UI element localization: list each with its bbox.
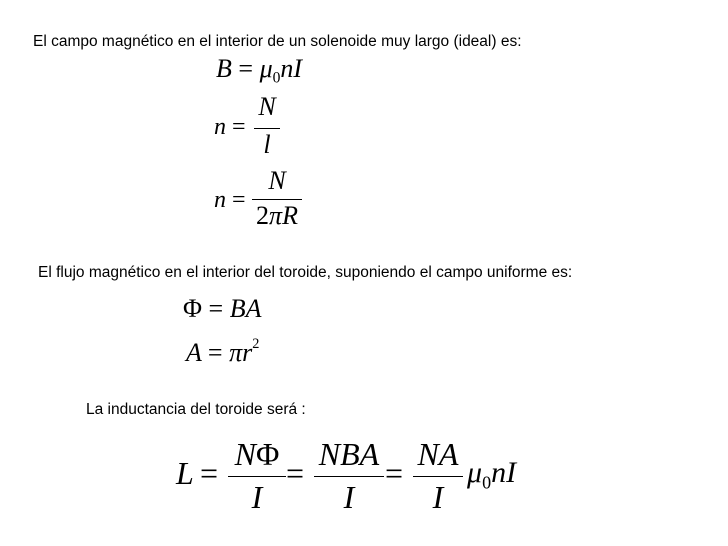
eq1-mu: μ <box>259 54 273 83</box>
eq6-f3-numerator: NA <box>417 436 459 472</box>
eq2-numerator: N <box>258 92 276 121</box>
equation-turn-density <box>214 114 246 141</box>
eq6-f3-bar <box>413 476 463 477</box>
eq3-den-r: R <box>282 201 298 230</box>
eq1-rest: nI <box>280 54 303 83</box>
eq5-lhs: A <box>186 337 202 367</box>
eq2-denominator: l <box>263 130 271 159</box>
eq4-equals: = <box>208 294 224 323</box>
eq2-fraction <box>254 92 280 162</box>
eq3-equals: = <box>232 187 246 213</box>
eq6-equals-2: = <box>286 455 305 491</box>
equation-flux <box>183 294 261 324</box>
eq3-den-pi: π <box>269 201 283 230</box>
eq4-rhs: BA <box>229 294 262 323</box>
eq6-rest: nI <box>491 456 517 489</box>
eq1-mu-sub: 0 <box>272 69 281 87</box>
eq6-f2-denominator: I <box>343 479 355 515</box>
eq1-lhs: B <box>216 54 232 83</box>
eq6-f1-denominator: I <box>251 479 263 515</box>
eq6-fraction-3 <box>413 436 463 516</box>
eq6-equals-3: = <box>385 455 404 491</box>
eq3-den-two: 2 <box>256 201 270 230</box>
eq6-f1-num-n: N <box>234 436 256 472</box>
intro-solenoid-text: El campo magnético en el interior de un solenoide muy largo (ideal) es: <box>33 33 522 50</box>
eq4-phi: Φ <box>183 294 203 323</box>
intro-flux-text: El flujo magnético en el interior del toroide, suponiendo el campo uniforme es: <box>38 264 573 281</box>
equation-solenoid-field <box>216 54 302 87</box>
eq6-mu-sub: 0 <box>482 472 492 493</box>
eq6-f2-numerator: NBA <box>318 436 380 472</box>
eq6-fraction-2 <box>314 436 384 516</box>
eq5-r: r <box>242 337 253 367</box>
intro-inductance-text: La inductancia del toroide será : <box>86 401 306 418</box>
eq6-mu: μ <box>467 456 483 489</box>
eq6-f1-num-phi: Φ <box>255 436 280 472</box>
eq6-f3-denominator: I <box>432 479 444 515</box>
eq2-equals: = <box>232 114 246 140</box>
eq6-lhs: L <box>176 455 194 491</box>
eq5-equals: = <box>207 337 223 367</box>
eq6-f2-bar <box>314 476 384 477</box>
eq6-equals-1: = <box>200 455 219 491</box>
eq6-fraction-1 <box>228 436 286 516</box>
equation-toroid-turn-density <box>214 187 246 214</box>
equation-area <box>186 336 259 368</box>
eq6-f1-bar <box>228 476 286 477</box>
eq3-fraction <box>252 166 302 236</box>
eq2-lhs: n <box>214 114 226 140</box>
eq6-f1-numerator <box>228 436 286 473</box>
eq1-equals: = <box>238 54 254 83</box>
eq5-pi: π <box>229 337 243 367</box>
eq3-lhs: n <box>214 187 226 213</box>
eq3-denominator <box>252 201 302 231</box>
eq3-numerator: N <box>268 166 286 195</box>
eq5-exponent: 2 <box>252 336 260 352</box>
eq6-tail <box>467 456 516 493</box>
